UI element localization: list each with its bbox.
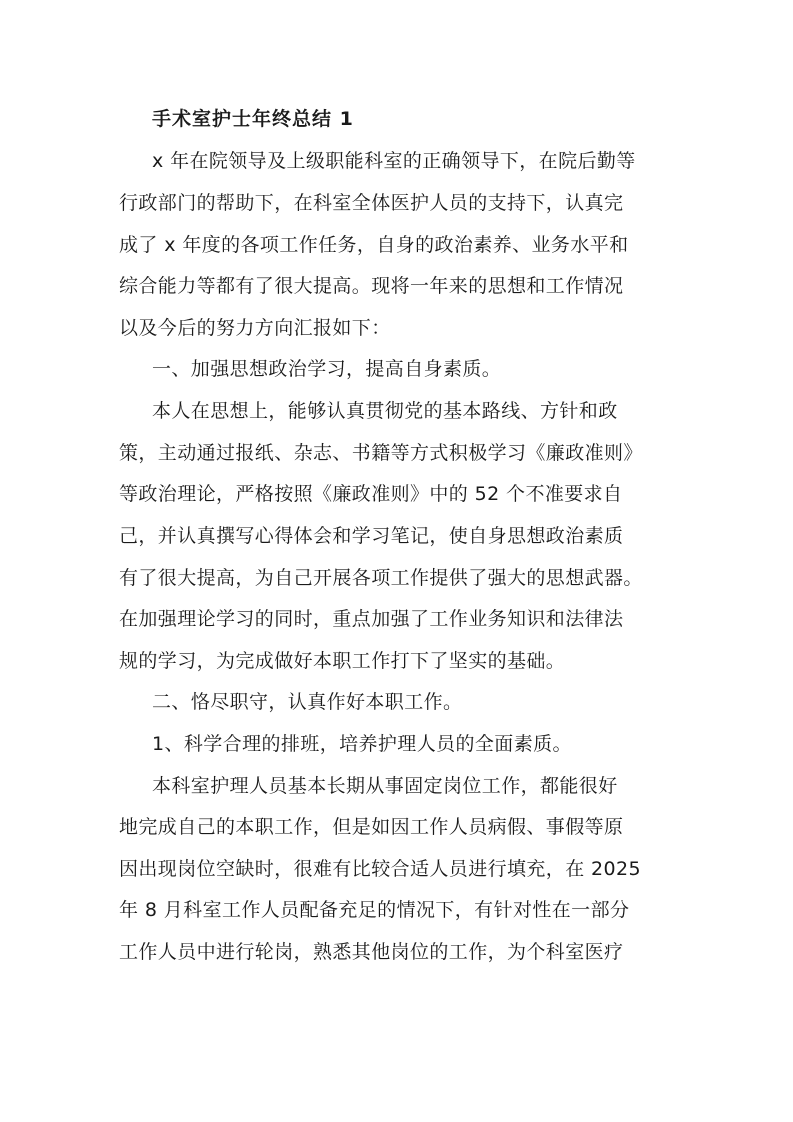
section-heading: 一、加强思想政治学习，提高自身素质。	[152, 358, 502, 380]
paragraph-line: 以及今后的努力方向汇报如下：	[119, 317, 391, 339]
paragraph-line: 综合能力等都有了很大提高。现将一年来的思想和工作情况	[119, 275, 624, 297]
document-title: 手术室护士年终总结 1	[152, 108, 354, 130]
paragraph-line: 因出现岗位空缺时，很难有比较合适人员进行填充，在 2025	[119, 858, 641, 880]
paragraph-line: 本人在思想上，能够认真贯彻党的基本路线、方针和政	[152, 400, 618, 422]
paragraph-line: 等政治理论，严格按照《廉政准则》中的 52 个不准要求自	[119, 483, 623, 505]
paragraph-line: 行政部门的帮助下，在科室全体医护人员的支持下，认真完	[119, 192, 624, 214]
paragraph-line: 年 8 月科室工作人员配备充足的情况下，有针对性在一部分	[119, 899, 630, 921]
subsection-heading: 1、科学合理的排班，培养护理人员的全面素质。	[152, 733, 572, 755]
paragraph-line: 规的学习，为完成做好本职工作打下了坚实的基础。	[119, 650, 566, 672]
paragraph-line: 策，主动通过报纸、杂志、书籍等方式积极学习《廉政准则》	[119, 442, 643, 464]
paragraph-line: 成了 x 年度的各项工作任务，自身的政治素养、业务水平和	[119, 234, 629, 256]
paragraph-line: 有了很大提高，为自己开展各项工作提供了强大的思想武器。	[119, 567, 643, 589]
paragraph-line: 工作人员中进行轮岗，熟悉其他岗位的工作，为个科室医疗	[119, 941, 624, 963]
paragraph-line: 在加强理论学习的同时，重点加强了工作业务知识和法律法	[119, 608, 624, 630]
section-heading: 二、恪尽职守，认真作好本职工作。	[152, 691, 463, 713]
paragraph-line: 地完成自己的本职工作，但是如因工作人员病假、事假等原	[119, 816, 624, 838]
paragraph-line: 己，并认真撰写心得体会和学习笔记，使自身思想政治素质	[119, 525, 624, 547]
paragraph-line: 本科室护理人员基本长期从事固定岗位工作，都能很好	[152, 775, 618, 797]
paragraph-line: x 年在院领导及上级职能科室的正确领导下，在院后勤等	[152, 150, 636, 172]
